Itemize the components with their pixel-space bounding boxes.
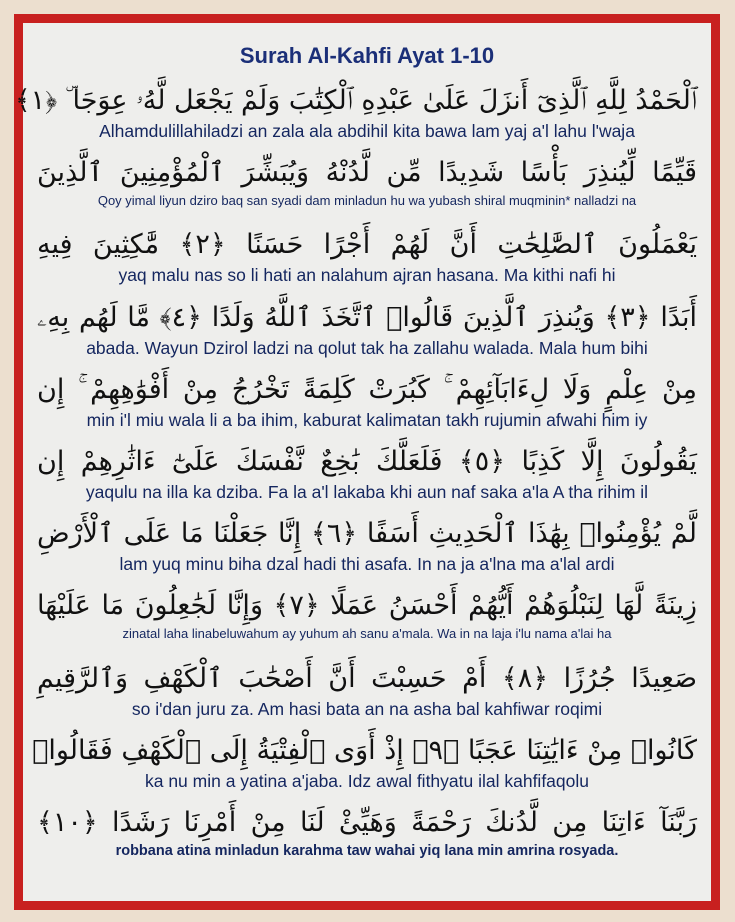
arabic-line: أَبَدًا ﴿٣﴾ وَيُنذِرَ ٱلَّذِينَ قَالُوا۟ ٱتَّخَذَ ٱللَّهُ وَلَدًا ﴿٤﴾ مَّا لَهُم بِهِۦ — [37, 301, 698, 333]
arabic-line: قَيِّمًا لِّيُنذِرَ بَأْسًا شَدِيدًا مِّن لَّدُنْهُ وَيُبَشِّرَ ٱلْمُؤْمِنِينَ ٱلَّذِينَ — [37, 157, 697, 189]
arabic-line: مِنْ عِلْمٍ وَلَا لِءَابَآئِهِمْ ۚ كَبُرَتْ كَلِمَةً تَخْرُجُ مِنْ أَفْوَٰهِهِمْ ۚ إِن — [37, 373, 697, 405]
text-panel — [14, 23, 711, 901]
arabic-line: ٱلْحَمْدُ لِلَّهِ ٱلَّذِىٓ أَنزَلَ عَلَىٰ عَبْدِهِ ٱلْكِتَٰبَ وَلَمْ يَجْعَل لَّهُۥ عِوَجَا ۜ ﴿١﴾ — [14, 85, 697, 116]
arabic-line: زِينَةً لَّهَا لِنَبْلُوَهُمْ أَيُّهُمْ أَحْسَنُ عَمَلًا ﴿٧﴾ وَإِنَّا لَجَٰعِلُونَ مَا عَلَيْهَا — [37, 590, 697, 622]
transliteration-line: lam yuq minu biha dzal hadi thi asafa. In na ja a'lna ma a'lal ardi — [119, 554, 615, 575]
transliteration-line: Qoy yimal liyun dziro baq san syadi dam minladun hu wa yubash shiral muqminin* nalladzi na — [97, 193, 637, 209]
transliteration-line: abada. Wayun Dzirol ladzi na qolut tak ha zallahu walada. Mala hum bihi — [86, 337, 648, 358]
transliteration-line: yaq malu nas so li hati an nalahum ajran hasana. Ma kithi nafi hi — [118, 265, 616, 286]
arabic-line: يَعْمَلُونَ ٱلصَّٰلِحَٰتِ أَنَّ لَهُمْ أَجْرًا حَسَنًا ﴿٢﴾ مَّٰكِثِينَ فِيهِ — [37, 229, 697, 261]
arabic-line: صَعِيدًا جُرُزًا ﴿٨﴾ أَمْ حَسِبْتَ أَنَّ أَصْحَٰبَ ٱلْكَهْفِ وَٱلرَّقِيمِ — [37, 662, 697, 694]
transliteration-line: Alhamdulillahiladzi an zala ala abdihil kita bawa lam yaj a'l lahu l'waja — [99, 121, 635, 141]
arabic-line: لَّمْ يُؤْمِنُوا۟ بِهَٰذَا ٱلْحَدِيثِ أَسَفًا ﴿٦﴾ إِنَّا جَعَلْنَا مَا عَلَى ٱلْأَرْضِ — [37, 518, 697, 550]
red-border-frame — [14, 14, 720, 910]
arabic-line: يَقُولُونَ إِلَّا كَذِبًا ﴿٥﴾ فَلَعَلَّكَ بَٰخِعٌ نَّفْسَكَ عَلَىٰٓ ءَاثَٰرِهِمْ إِن — [37, 446, 697, 477]
transliteration-line: robbana atina minladun karahma taw wahai yiq lana min amrina rosyada. — [115, 843, 619, 859]
transliteration-line: so i'dan juru za. Am hasi bata an na asha bal kahfiwar roqimi — [131, 698, 603, 719]
transliteration-line: yaqulu na illa ka dziba. Fa la a'l lakaba khi aun naf saka a'la A tha rihim il — [85, 482, 649, 502]
page-title: Surah Al-Kahfi Ayat 1-10 — [239, 43, 495, 68]
arabic-line: كَانُوا۟ مِنْ ءَايَٰتِنَا عَجَبًا ﴿٩﴾ إِذْ أَوَى ٱلْفِتْيَةُ إِلَى ٱلْكَهْفِ فَقَالُوا۟ — [32, 734, 697, 766]
transliteration-line: zinatal laha linabeluwahum ay yuhum ah sanu a'mala. Wa in na laja i'lu nama a'lai ha — [122, 626, 612, 642]
transliteration-line: ka nu min a yatina a'jaba. Idz awal fithyatu ilal kahfifaqolu — [144, 770, 590, 791]
arabic-line: رَبَّنَآ ءَاتِنَا مِن لَّدُنكَ رَحْمَةً وَهَيِّئْ لَنَا مِنْ أَمْرِنَا رَشَدًا ﴿١٠﴾ — [37, 807, 697, 838]
transliteration-line: min i'l miu wala li a ba ihim, kaburat kalimatan takh rujumin afwahi him iy — [86, 409, 648, 430]
